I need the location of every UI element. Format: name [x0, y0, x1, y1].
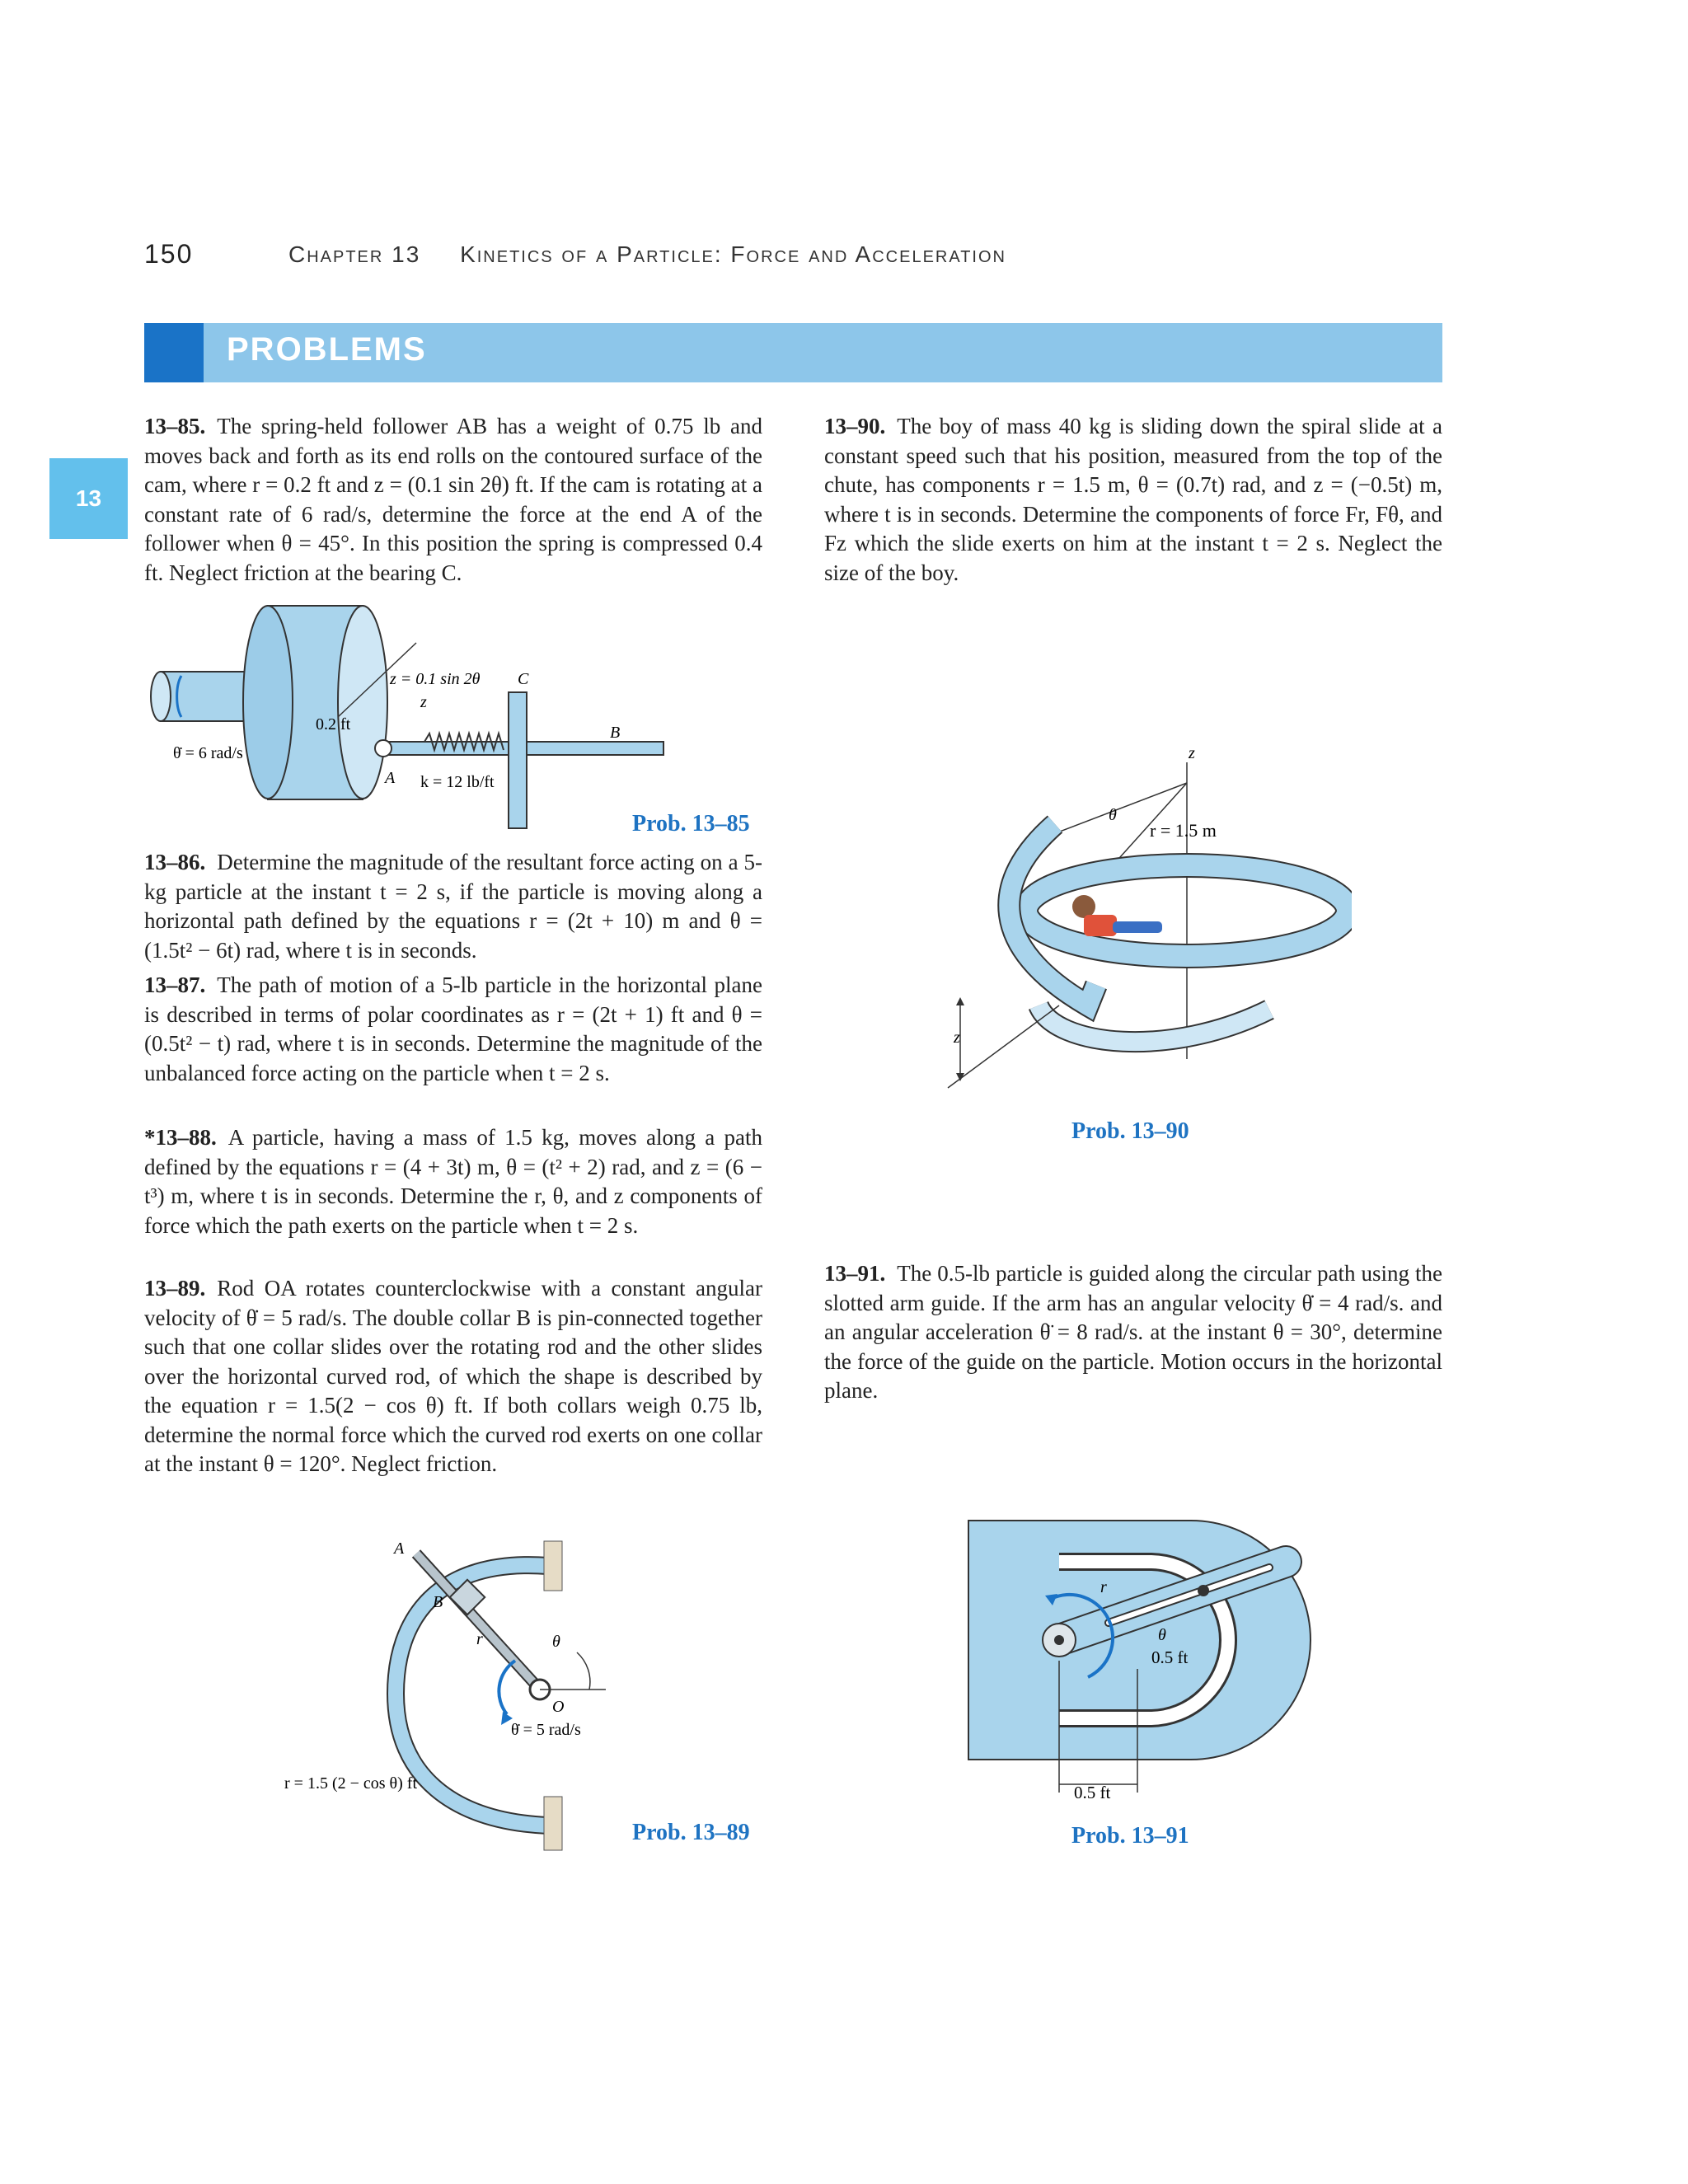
label-z: z	[420, 693, 427, 711]
label-z-height: z	[954, 1029, 960, 1047]
problem-number: *13–88.	[144, 1125, 217, 1150]
label-spring-constant: k = 12 lb/ft	[420, 773, 495, 791]
label-radius-dim: 0.5 ft	[1151, 1647, 1189, 1667]
running-head	[288, 241, 1006, 268]
label-theta: θ	[1109, 806, 1117, 824]
caption-13-85: Prob. 13–85	[632, 811, 750, 837]
chapter-label: Chapter 13	[288, 241, 421, 267]
problem-13-88	[144, 1123, 762, 1240]
figure-13-85	[144, 593, 771, 841]
label-radius: 0.2 ft	[316, 715, 351, 733]
label-c: C	[518, 670, 529, 688]
problem-text: The 0.5-lb particle is guided along the circular path using the slotted arm guide. If the arm has an angular velocity θ̇ = 4 rad/s. and an angular acceleration θ̈ = 8 rad/s. at the instant θ = 30°, determine the force of the guide on the particle. Motion occurs in the horizontal plane.	[824, 1261, 1442, 1403]
problem-13-87	[144, 971, 762, 1088]
figure-13-91	[960, 1516, 1323, 1813]
label-b: B	[433, 1593, 443, 1611]
problems-banner	[144, 323, 1442, 382]
label-b: B	[610, 724, 621, 742]
page-number: 150	[144, 239, 194, 269]
problem-number: 13–87.	[144, 972, 206, 997]
problem-13-90	[824, 412, 1442, 588]
figure-13-90	[923, 733, 1352, 1113]
problem-text: The path of motion of a 5-lb particle in the horizontal plane is described in terms of polar coordinates as r = (2t + 1) ft and θ = (0.5t² − t) rad, where t is in seconds. Determine the magnitude of the unbalanced force acting on the particle when t = 2 s.	[144, 972, 762, 1085]
problem-text: The boy of mass 40 kg is sliding down the spiral slide at a constant speed such that his position, measured from the top of the chute, has components r = 1.5 m, θ = (0.7t) rad, and z = (−0.5t) m, where t is in seconds. Determine the components of force Fr, Fθ, and Fz which the slide exerts on him at the instant t = 2 s. Neglect the size of the boy.	[824, 414, 1442, 585]
label-r: r	[1100, 1578, 1107, 1596]
label-o: O	[552, 1698, 565, 1716]
problem-number: 13–86.	[144, 850, 206, 874]
label-curve-equation: r = 1.5 (2 − cos θ) ft	[284, 1774, 417, 1793]
problem-13-86	[144, 848, 762, 965]
label-z-equation: z = 0.1 sin 2θ	[390, 670, 481, 688]
caption-13-89: Prob. 13–89	[632, 1820, 750, 1845]
problem-13-91	[824, 1259, 1442, 1406]
problem-number: 13–89.	[144, 1276, 206, 1301]
label-width-dim: 0.5 ft	[1074, 1783, 1111, 1802]
label-a: A	[385, 769, 396, 787]
label-z-axis: z	[1189, 744, 1195, 762]
problem-text: Determine the magnitude of the resultant force acting on a 5-kg particle at the instant t = 2 s, if the particle is moving along a horizontal path defined by the equations r = (2t + 10) m and θ = (1.5t² − 6t) rad, where t is in seconds.	[144, 850, 762, 963]
label-radius: r = 1.5 m	[1150, 820, 1217, 841]
problem-number: 13–85.	[144, 414, 206, 438]
label-theta: θ	[552, 1633, 560, 1651]
problem-text: The spring-held follower AB has a weight of 0.75 lb and moves back and forth as its end rolls on the contoured surface of the cam, where r = 0.2 ft and z = (0.1 sin 2θ) ft. If the cam is rotating at a constant rate of 6 rad/s, determine the force at the end A of the follower when θ = 45°. In this position the spring is compressed 0.4 ft. Neglect friction at the bearing C.	[144, 414, 762, 585]
figure-13-89	[272, 1529, 618, 1858]
problem-13-89	[144, 1274, 762, 1479]
chapter-title: Kinetics of a Particle: Force and Acceleration	[460, 241, 1006, 267]
banner-title: PROBLEMS	[227, 331, 427, 368]
label-r: r	[476, 1630, 483, 1648]
label-a: A	[394, 1540, 405, 1558]
caption-13-90: Prob. 13–90	[1071, 1118, 1189, 1144]
problem-text: A particle, having a mass of 1.5 kg, moves along a path defined by the equations r = (4 + 3t) m, θ = (t² + 2) rad, and z = (6 − t³) m, where t is in seconds. Determine the r, θ, and z components of force which the path exerts on the particle when t = 2 s.	[144, 1125, 762, 1238]
label-angular-velocity: θ̇ = 6 rad/s	[173, 744, 243, 762]
problem-13-85	[144, 412, 762, 588]
problem-number: 13–91.	[824, 1261, 886, 1286]
problem-number: 13–90.	[824, 414, 886, 438]
caption-13-91: Prob. 13–91	[1071, 1823, 1189, 1849]
problem-text: Rod OA rotates counterclockwise with a constant angular velocity of θ̇ = 5 rad/s. The double collar B is pin-connected together such that one collar slides over the rotating rod and the other slides over the horizontal curved rod, of which the shape is described by the equation r = 1.5(2 − cos θ) ft. If both collars weigh 0.75 lb, determine the normal force which the curved rod exerts on one collar at the instant θ = 120°. Neglect friction.	[144, 1276, 762, 1476]
banner-accent	[144, 323, 204, 382]
chapter-tab: 13	[49, 458, 128, 539]
label-angular-velocity: θ̇ = 5 rad/s	[511, 1721, 581, 1739]
label-theta: θ	[1158, 1626, 1166, 1644]
